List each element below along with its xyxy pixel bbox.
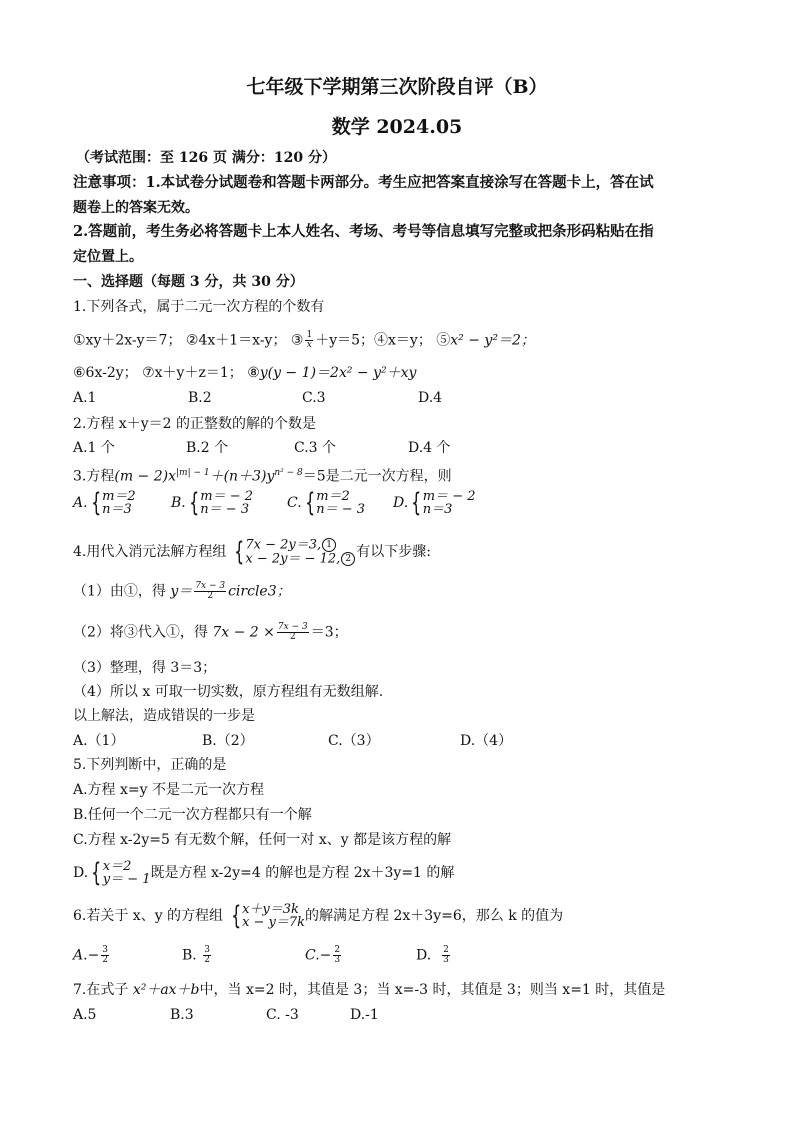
q1-row1-a: ①xy＋2x-y＝7； ②4x＋1＝x-y； ③ (73, 332, 304, 349)
q2-stem: 2.方程 x＋y＝2 的正整数的解的个数是 (73, 416, 316, 432)
q4-step-2 (73, 623, 348, 642)
q7-stem-b: 中，当 x=2 时，其值是 3；当 x=-3 时，其值是 3；则当 x=1 时，其值是 (199, 982, 666, 998)
q3-option-d: D. { m＝ − 2 n＝3 (393, 488, 476, 518)
q1-option-d: D.4 (418, 390, 443, 406)
q4-eq-2: x − 2y＝ − 12, (245, 551, 341, 567)
q6-stem: 6.若关于 x、y 的方程组 { x＋y＝3k x − y＝7k 的解满足方程 2x＋3y=6，那么 k 的值为 (73, 901, 564, 931)
q1-option-c: C.3 (302, 390, 326, 406)
q7-stem (73, 981, 665, 999)
q1-option-a: A.1 (73, 390, 97, 406)
q6-option-d (416, 946, 452, 965)
q6-d-num: 2 (443, 945, 449, 955)
q3-a-r1: m＝2 (102, 489, 136, 504)
q4-step-3: （3）整理，得 3＝3； (73, 660, 217, 676)
q6-b-den: 2 (204, 955, 210, 965)
q4-stem-b: 有以下步骤: (356, 544, 432, 560)
q6-d-label: D. (416, 947, 432, 964)
q3-sup-1: |m| − 1 (176, 468, 210, 478)
q3-a-label: A. (73, 495, 88, 511)
notice-line-3: 2.答题前，考生务必将答题卡上本人姓名、考场、考号等信息填写完整或把条形码粘贴在指 (73, 223, 654, 240)
q2-option-c: C.3 个 (294, 440, 337, 456)
q3-sup-2: n² − 8 (274, 468, 303, 478)
q3-option-a: A. { m＝2 n＝3 (73, 488, 136, 518)
q3-stem (73, 464, 452, 486)
q1-row1-b: ＋y＝5；④x＝y； (315, 332, 437, 349)
q3-stem-c: ＋(n＋3)y (209, 468, 275, 485)
q3-b-r2: n＝ − 3 (200, 502, 250, 517)
q3-d-r1: m＝ − 2 (422, 489, 476, 504)
q7-option-d: D.-1 (350, 1007, 379, 1023)
q1-row1-c: ⑤ (436, 332, 451, 349)
q4-step2-a: （2）将③代入①，得 (73, 624, 208, 641)
q3-a-r2: n＝3 (102, 502, 132, 517)
q3-b-label: B. (171, 495, 186, 511)
q3-option-c: C. { m＝2 n＝ − 3 (287, 488, 366, 518)
q4-step2-c: ＝3； (310, 624, 348, 641)
q4-step-1 (73, 582, 291, 601)
q6-option-a (73, 946, 111, 965)
exam-subtitle: 数学 2024.05 (331, 116, 463, 138)
q4-step2-num: 7x − 3 (277, 622, 308, 632)
q6-a-den: 2 (102, 955, 109, 965)
q5-d-r2: y＝ − 1 (102, 872, 151, 887)
q4-step1-c: circle3； (228, 583, 291, 600)
q1-fraction (305, 331, 313, 350)
q3-c-r2: n＝ − 3 (316, 502, 366, 517)
q5-stem: 5.下列判断中，正确的是 (73, 757, 227, 773)
q3-c-label: C. (287, 495, 302, 511)
q5-d-r1: x＝2 (102, 859, 132, 874)
q1-frac-den: x (306, 340, 312, 350)
q2-option-a: A.1 个 (73, 440, 115, 456)
q3-stem-d: ＝5是二元一次方程，则 (302, 468, 452, 485)
q4-circle-1: 1 (322, 538, 336, 552)
q7-option-b: B.3 (170, 1007, 194, 1023)
q4-stem (73, 538, 431, 566)
q4-circle-2: 2 (341, 552, 355, 566)
q4-eq-1: 7x − 2y＝3, (245, 537, 322, 553)
q4-ask: 以上解法，造成错误的一步是 (73, 708, 255, 724)
q6-r1: x＋y＝3k (242, 902, 299, 917)
q1-row-1 (73, 331, 535, 350)
q5-option-d: D. { x＝2 y＝ − 1 既是方程 x-2y=4 的解也是方程 2x＋3y=1 的解 (73, 858, 455, 888)
q5-option-c: C.方程 x-2y=5 有无数个解，任何一对 x、y 都是该方程的解 (73, 832, 452, 848)
q1-row-2 (73, 364, 416, 382)
q1-row2-c: y(y − 1)＝2x² − y²＋xy (259, 365, 417, 381)
q6-a-sign: − (87, 947, 100, 964)
q1-option-b: B.2 (188, 390, 212, 406)
q4-stem-a: 4.用代入消元法解方程组 (73, 544, 227, 560)
q4-option-c: C.（3） (328, 733, 380, 749)
q6-r2: x − y＝7k (242, 915, 306, 930)
q4-option-d: D.（4） (460, 733, 513, 749)
q2-option-d: D.4 个 (408, 440, 451, 456)
q5-option-a: A.方程 x=y 不是二元一次方程 (73, 782, 264, 798)
q7-option-a: A.5 (73, 1007, 97, 1023)
q3-d-r2: n＝3 (422, 502, 453, 517)
q1-stem: 1.下列各式，属于二元一次方程的个数有 (73, 299, 325, 315)
exam-scope: （考试范围：至 126 页 满分：120 分） (76, 150, 336, 166)
q6-option-b (182, 946, 213, 965)
q7-option-c: C. -3 (266, 1007, 299, 1023)
q4-step1-den: 2 (207, 591, 214, 601)
q3-option-b: B. { m＝ − 2 n＝ − 3 (171, 488, 254, 518)
q6-a-num: 3 (102, 945, 109, 955)
q6-c-label: C. (305, 947, 320, 964)
q3-d-label: D. (393, 495, 409, 511)
q5-option-b: B.任何一个二元一次方程都只有一个解 (73, 807, 312, 823)
q6-stem-b: 的解满足方程 2x＋3y=6，那么 k 的值为 (305, 908, 564, 924)
q7-expr: x²＋ax＋b (132, 982, 200, 998)
q4-step2-den: 2 (289, 632, 296, 642)
q6-stem-a: 6.若关于 x、y 的方程组 (73, 908, 224, 924)
q4-step-4: （4）所以 x 可取一切实数，原方程组有无数组解. (73, 684, 384, 700)
q6-a-label: A. (73, 947, 88, 964)
q1-row2-b: ⑧ (247, 365, 260, 381)
q7-stem-a: 7.在式子 (73, 982, 129, 998)
q5-d-text: 既是方程 x-2y=4 的解也是方程 2x＋3y=1 的解 (150, 865, 455, 881)
notice-line-1: 注意事项：1.本试卷分试题卷和答题卡两部分。考生应把答案直接涂写在答题卡上，答在试 (73, 174, 654, 191)
q4-step1-a: （1）由①，得 (73, 583, 166, 600)
q6-d-den: 3 (443, 955, 449, 965)
q3-b-r1: m＝ − 2 (200, 489, 254, 504)
q6-b-label: B. (182, 947, 197, 964)
q4-step1-b: y＝ (170, 583, 193, 600)
q6-option-c (305, 946, 343, 965)
q6-b-num: 3 (204, 945, 210, 955)
q4-step2-b: 7x − 2 × (212, 624, 275, 641)
q5-d-label: D. (73, 865, 89, 881)
q6-c-sign: − (319, 947, 332, 964)
notice-line-4: 定位置上。 (73, 249, 143, 265)
exam-title: 七年级下学期第三次阶段自评（B） (246, 76, 548, 98)
q2-option-b: B.2 个 (186, 440, 229, 456)
q4-option-b: B.（2） (202, 733, 254, 749)
q1-row2-a: ⑥6x-2y； ⑦x＋y＋z＝1； (73, 365, 248, 381)
q4-option-a: A.（1） (73, 733, 125, 749)
q4-system: { 7x − 2y＝3, 1 x − 2y＝ − 12, 2 (231, 538, 356, 566)
notice-line-2: 题卷上的答案无效。 (73, 200, 199, 216)
q6-c-num: 2 (334, 945, 341, 955)
q1-row1-d: x² − y²＝2； (450, 332, 535, 349)
q4-step1-num: 7x − 3 (195, 581, 226, 591)
q3-stem-a: 3.方程 (73, 468, 115, 485)
section-title: 一、选择题（每题 3 分，共 30 分） (73, 274, 304, 290)
q1-frac-num: 1 (306, 330, 313, 340)
q3-c-r1: m＝2 (316, 489, 350, 504)
q6-c-den: 3 (334, 955, 341, 965)
q3-stem-b: (m − 2)x (114, 468, 176, 485)
